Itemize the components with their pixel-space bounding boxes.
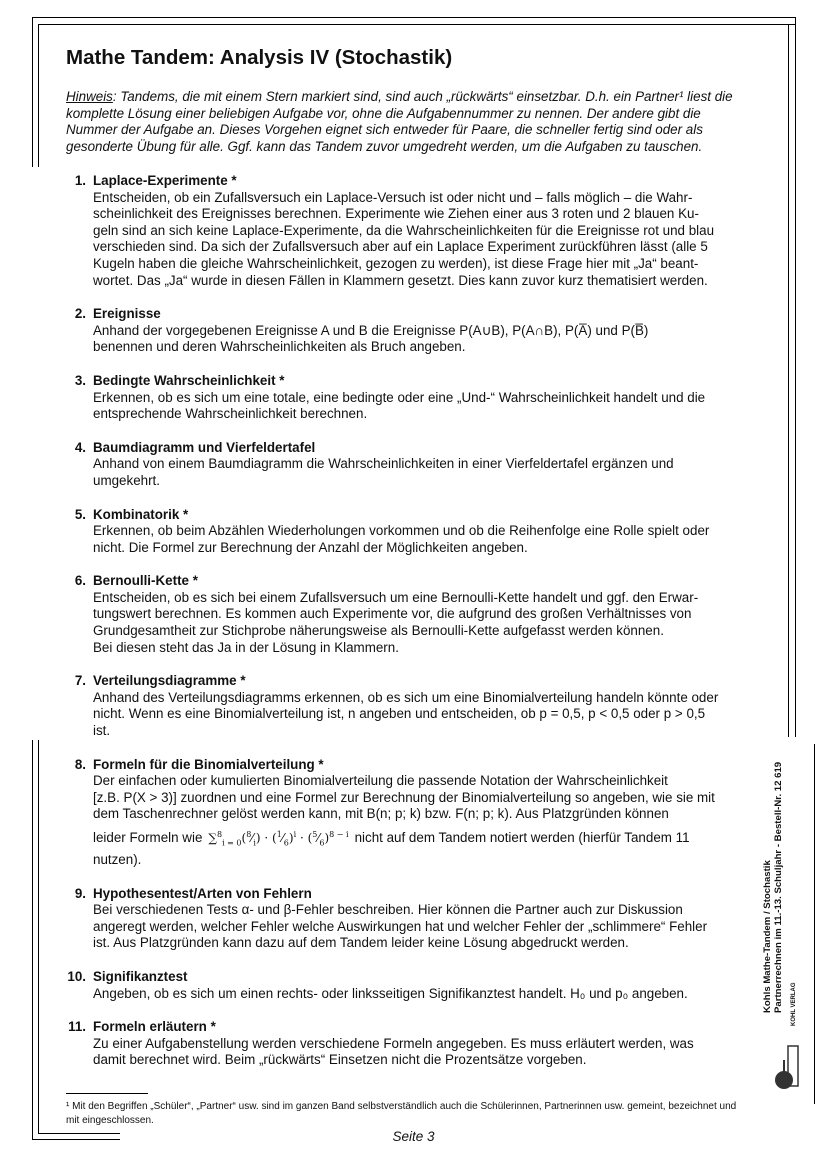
task-title: Formeln erläutern *	[93, 1019, 216, 1035]
frame-right-line	[795, 17, 796, 737]
formula-pre-text: leider Formeln wie	[93, 830, 203, 845]
task-title: Ereignisse	[93, 306, 161, 322]
task-item	[0, 373, 760, 423]
task-description: Bei verschiedenen Tests α- und β-Fehler beschreiben. Hier können die Partner auch zur Diskussion angeregt werden, welcher Fehler welche Auswirkungen hat und welcher Fehler der „schlimmere“ Fehler ist. Aus Platzgründen kann dazu auf dem Tandem leider keine Lösung abgedruckt werden.	[93, 902, 708, 951]
task-number: 11.	[68, 1019, 86, 1035]
task-item	[0, 757, 760, 869]
formula-line	[93, 827, 760, 852]
task-item	[0, 886, 760, 952]
task-description: Entscheiden, ob es sich bei einem Zufallsversuch um eine Bernoulli-Kette handelt und ggf. den Erwar- tungswert berechnen. Es kommen auch Experimente vor, die aufgrund des großen Verhältnisses von Grundgesamtheit zur Stichprobe näherungsweise als Bernoulli-Kette aufgefasst werden können. Bei diesen steht das Ja in der Lösung in Klammern.	[93, 589, 699, 655]
footnote: ¹ Mit den Begriffen „Schüler“, „Partner“ usw. sind im ganzen Band selbstverständlich auch die Schülerinnen, Partnerinnen usw. gemeint, bezeichnet und mit eingeschlossen.	[66, 1101, 737, 1126]
frame-right-bottom-line	[814, 744, 815, 1104]
task-description: Erkennen, ob beim Abzählen Wiederholungen vorkommen und ob die Reihenfolge eine Rolle spielt oder nicht. Die Formel zur Berechnung der Anzahl der Möglichkeiten angeben.	[93, 523, 710, 555]
task-description: Anhand des Verteilungsdiagramms erkennen, ob es sich um eine Binomialverteilung handeln könnte oder nicht. Wenn es eine Binomialverteilung ist, n angeben und entscheiden, ob p = 0,5, p < 0,5 oder p > 0,5 ist.	[93, 689, 719, 739]
frame-top-line	[32, 17, 796, 18]
task-item	[0, 173, 760, 289]
frame-top-line-inner	[38, 24, 796, 25]
frame-left-line-inner	[38, 24, 39, 167]
publisher-logo-text: KOHL VERLAG	[791, 982, 797, 1026]
task-item	[0, 673, 760, 739]
footnote-rule	[66, 1093, 148, 1094]
page-number: Seite 3	[392, 1129, 435, 1144]
task-description: Angeben, ob es sich um einen rechts- oder linksseitigen Signifikanztest handelt. H₀ und p₀ angeben.	[93, 985, 688, 1001]
hint-text: : Tandems, die mit einem Stern markiert sind, sind auch „rückwärts“ einsetzbar. D.h. ein Partner¹ liest die komplette Lösung einer beliebigen Aufgabe vor, ohne die Aufgabennummer zu nennen. Der andere gibt die Nummer der Aufgabe an. Dieses Vorgehen eignet sich entweder für Paare, die schneller fertig sind oder als gesonderte Übung für alle. Ggf. kann das Tandem zuvor umgedreht werden, um die Aufgaben zu tauschen.	[66, 89, 733, 154]
task-title: Bedingte Wahrscheinlichkeit *	[93, 372, 285, 388]
task-number: 4.	[74, 439, 86, 455]
task-list	[0, 173, 760, 1069]
task-title: Laplace-Experimente *	[93, 173, 237, 188]
task-description: Erkennen, ob es sich um eine totale, eine bedingte oder eine „Und-“ Wahrscheinlichkeit handelt und die entsprechende Wahrscheinlichkeit berechnen.	[93, 389, 706, 422]
task-number: 9.	[74, 885, 86, 901]
task-description: Anhand von einem Baumdiagramm die Wahrscheinlichkeiten in einer Vierfeldertafel ergänzen und umgekehrt.	[93, 456, 674, 488]
page-title: Mathe Tandem: Analysis IV (Stochastik)	[66, 46, 453, 69]
task-description: Entscheiden, ob ein Zufallsversuch ein Laplace-Versuch ist oder nicht und – falls möglich – die Wahr- scheinlichkeit des Ereignisses berechnen. Experimente wie Ziehen einer aus 3 roten und 2 blauen Ku- geln sind an sich keine Laplace-Experimente, da die Wahrscheinlichkeiten für die Ereignisse rot und blau verschieden sind. Da sich der Zufallsversuch aber auf ein Laplace Experiment zurückführen lässt (alle 5 Kugeln haben die gleiche Wahrscheinlichkeit, gezogen zu werden), ist diese Frage hier mit „Ja“ beant- wortet. Das „Ja“ wurde in diesen Fällen in Klammern gesetzt. Dies kann zuvor kurz thematisiert werden.	[93, 189, 715, 288]
task-title: Bernoulli-Kette *	[93, 573, 198, 589]
binomial-formula: $\sum^8_{i = 0}(^8⁄_i)$ · $(^1⁄_6)^i$ · $(^5⁄_6)^{8 - i}$	[208, 830, 349, 848]
task-number: 2.	[74, 306, 86, 322]
task-description: Anhand der vorgegebenen Ereignisse A und B die Ereignisse P(A∪B), P(A∩B), P(A̅) und P(B̅) benennen und deren Wahrscheinlichkeiten als Bruch angeben.	[93, 322, 649, 355]
task-number: 3.	[74, 372, 86, 388]
task-title: Kombinatorik *	[93, 506, 189, 522]
formula-post-text: nicht auf dem Tandem notiert werden (hierfür Tandem 11	[354, 830, 690, 845]
task-description-tail: nutzen).	[93, 851, 142, 867]
task-number: 8.	[74, 756, 86, 772]
task-item	[0, 969, 760, 1002]
hint-label: Hinweis	[66, 89, 113, 104]
task-title: Baumdiagramm und Vierfeldertafel	[93, 439, 316, 455]
task-item	[0, 440, 760, 490]
task-description: Der einfachen oder kumulierten Binomialverteilung die passende Notation der Wahrscheinlichkeit [z.B. P(X > 3)] zuordnen und eine Formel zur Berechnung der Binomialverteilung so angeben, wie sie mit dem Taschenrechner gelöst werden kann, mit B(n; p; k) bzw. F(n; p; k). Aus Platzgründen können	[93, 773, 715, 822]
task-item	[0, 1019, 760, 1069]
task-number: 10.	[67, 968, 86, 984]
task-title: Verteilungsdiagramme *	[93, 673, 246, 689]
task-item	[0, 507, 760, 557]
task-title: Signifikanztest	[93, 968, 188, 984]
publisher-logo-icon	[772, 1040, 804, 1092]
task-title: Hypothesentest/Arten von Fehlern	[93, 885, 312, 901]
frame-right-line-inner	[788, 24, 789, 737]
task-item	[0, 573, 760, 656]
task-description: Zu einer Aufgabenstellung werden verschiedene Formeln angegeben. Es muss erläutert werden, was damit berechnet wird. Beim „rückwärts“ Einsetzen nicht die Prozentsätze vorgeben.	[93, 1035, 694, 1068]
task-item	[0, 306, 760, 356]
task-number: 1.	[74, 173, 86, 188]
task-title: Formeln für die Binomialverteilung *	[93, 756, 324, 772]
frame-left-line	[32, 17, 33, 167]
task-number: 7.	[74, 673, 86, 689]
hint-paragraph	[66, 89, 746, 155]
task-number: 5.	[74, 506, 86, 522]
task-number: 6.	[74, 573, 86, 589]
